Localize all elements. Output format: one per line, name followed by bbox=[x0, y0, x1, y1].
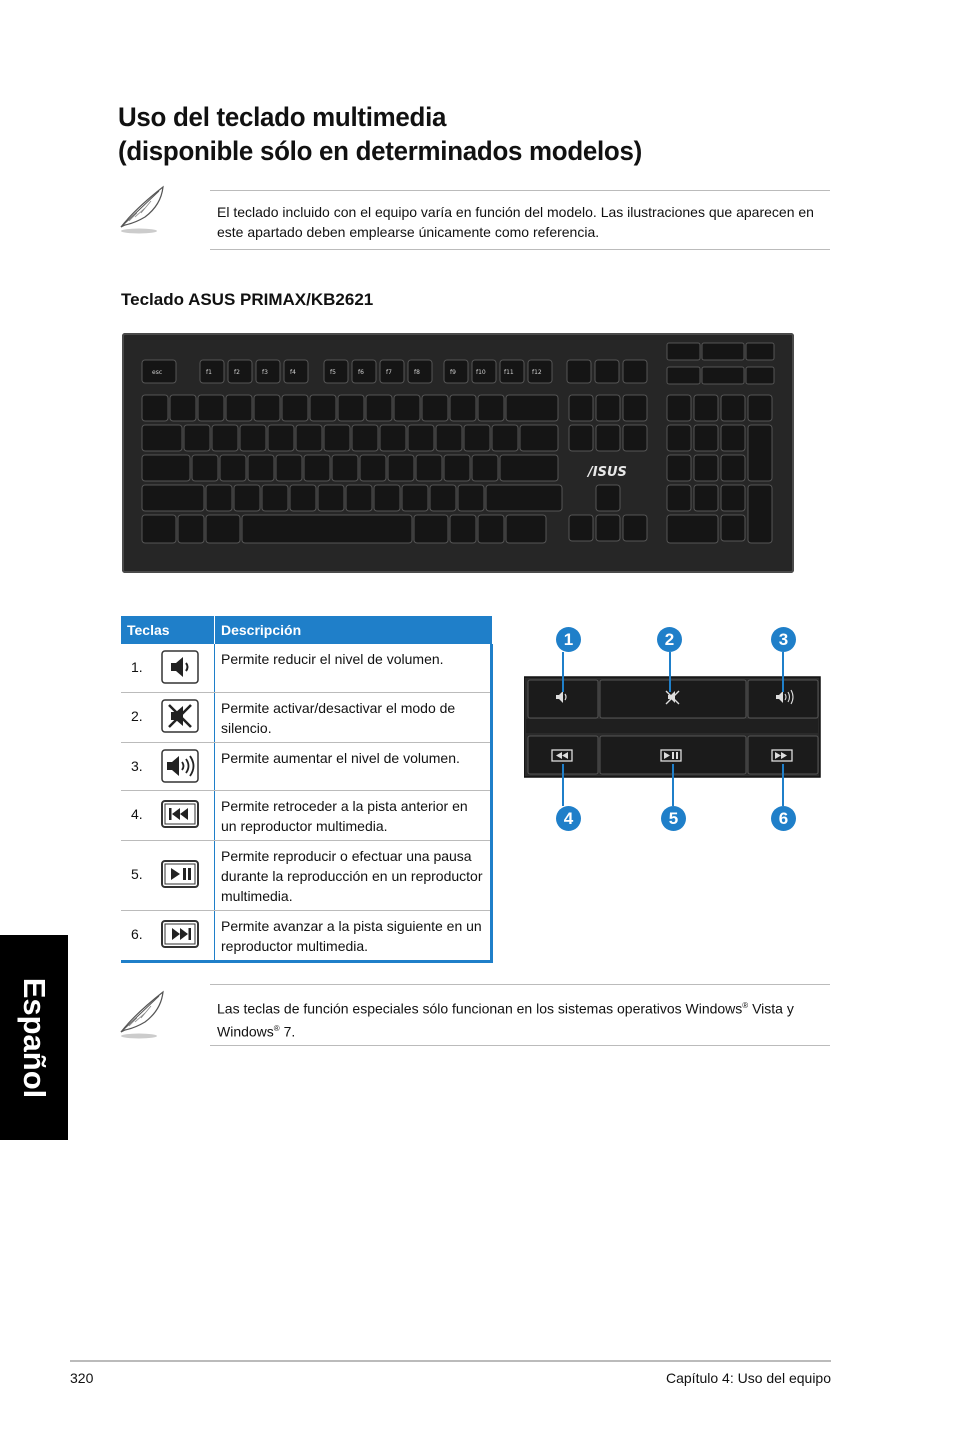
note-feather-icon bbox=[115, 988, 171, 1040]
keyboard-key bbox=[394, 395, 420, 421]
keyboard-key bbox=[422, 395, 448, 421]
keyboard-key bbox=[436, 425, 462, 451]
keyboard-key bbox=[667, 425, 691, 451]
keyboard-key bbox=[248, 455, 274, 481]
table-row: 5. Permite reproducir o efectuar una pausa durante la reproducción en un reproductor multimedia. bbox=[121, 840, 492, 910]
volume-up-icon bbox=[161, 749, 199, 783]
fkey-label: f6 bbox=[358, 369, 364, 376]
keyboard-key bbox=[450, 515, 476, 543]
keyboard-key bbox=[748, 485, 772, 543]
page-title: Uso del teclado multimedia (disponible sólo en determinados modelos) bbox=[118, 102, 642, 166]
keyboard-key bbox=[276, 455, 302, 481]
keyboard-key bbox=[352, 425, 378, 451]
row-description: Permite reproducir o efectuar una pausa durante la reproducción en un reproductor multimedia. bbox=[215, 840, 492, 910]
keyboard-key bbox=[184, 425, 210, 451]
fkey-label: f9 bbox=[450, 369, 456, 376]
keyboard-key bbox=[234, 485, 260, 511]
page-number: 320 bbox=[70, 1370, 94, 1386]
keyboard-key bbox=[346, 485, 372, 511]
table-row: 1. Permite reducir el nivel de volumen. bbox=[121, 644, 492, 692]
keyboard-key bbox=[380, 425, 406, 451]
row-description: Permite reducir el nivel de volumen. bbox=[215, 644, 492, 692]
media-keys-drawing bbox=[524, 624, 822, 834]
fkey-label: esc bbox=[152, 369, 163, 376]
play-pause-icon bbox=[161, 857, 199, 891]
callout-2: 2 bbox=[657, 627, 682, 652]
keyboard-key bbox=[220, 455, 246, 481]
keyboard-key bbox=[290, 485, 316, 511]
keyboard-key bbox=[242, 515, 412, 543]
keyboard-key bbox=[338, 395, 364, 421]
row-description: Permite retroceder a la pista anterior en un reproductor multimedia. bbox=[215, 790, 492, 840]
keyboard-key bbox=[694, 425, 718, 451]
previous-track-icon bbox=[161, 797, 199, 831]
keyboard-key bbox=[458, 485, 484, 511]
table-row: 6. Permite avanzar a la pista siguiente en un reproductor multimedia. bbox=[121, 910, 492, 961]
keyboard-key bbox=[170, 395, 196, 421]
keyboard-key bbox=[366, 395, 392, 421]
table-header bbox=[121, 616, 492, 644]
keyboard-key bbox=[388, 455, 414, 481]
keyboard-key bbox=[206, 485, 232, 511]
keyboard-key bbox=[569, 515, 593, 541]
callout-3: 3 bbox=[771, 627, 796, 652]
keyboard-key bbox=[569, 395, 593, 421]
mute-icon bbox=[161, 699, 199, 733]
key-table bbox=[121, 616, 493, 963]
keyboard-key bbox=[596, 395, 620, 421]
note-text: El teclado incluido con el equipo varía en función del modelo. Las ilustraciones que aparecen en este apartado deben emplearse únicamente como referencia. bbox=[217, 204, 814, 240]
keyboard-key bbox=[667, 485, 691, 511]
keyboard-key bbox=[721, 485, 745, 511]
keyboard-key bbox=[262, 485, 288, 511]
volume-down-icon bbox=[161, 650, 199, 684]
keyboard-key bbox=[478, 395, 504, 421]
keyboard-key bbox=[142, 425, 182, 451]
keyboard-key bbox=[414, 515, 448, 543]
row-description: Permite aumentar el nivel de volumen. bbox=[215, 742, 492, 790]
keyboard-key bbox=[450, 395, 476, 421]
keyboard-key bbox=[506, 515, 546, 543]
fkey-label: f3 bbox=[262, 369, 268, 376]
keyboard-key bbox=[748, 395, 772, 421]
keyboard-key bbox=[226, 395, 252, 421]
keyboard-key bbox=[506, 395, 558, 421]
keyboard-key bbox=[694, 395, 718, 421]
keyboard-key bbox=[310, 395, 336, 421]
fkey-label: f4 bbox=[290, 369, 296, 376]
keyboard-key bbox=[520, 425, 558, 451]
keyboard-key bbox=[500, 455, 558, 481]
keyboard-key bbox=[374, 485, 400, 511]
keyboard-key bbox=[142, 515, 176, 543]
keyboard-key bbox=[282, 395, 308, 421]
keyboard-illustration bbox=[122, 333, 794, 573]
keyboard-key bbox=[430, 485, 456, 511]
keyboard-key bbox=[596, 425, 620, 451]
media-keys-callout bbox=[524, 624, 822, 834]
keyboard-key bbox=[142, 455, 190, 481]
keyboard-key bbox=[332, 455, 358, 481]
note-feather-icon bbox=[115, 183, 171, 235]
fkey-label: f7 bbox=[386, 369, 392, 376]
keyboard-key bbox=[198, 395, 224, 421]
keyboard-key bbox=[296, 425, 322, 451]
keyboard-key bbox=[748, 425, 772, 481]
keyboard-key bbox=[623, 395, 647, 421]
row-description: Permite avanzar a la pista siguiente en un reproductor multimedia. bbox=[215, 910, 492, 961]
fkey-label: f1 bbox=[206, 369, 212, 376]
keyboard-key bbox=[569, 425, 593, 451]
keyboard-key bbox=[318, 485, 344, 511]
callout-1: 1 bbox=[556, 627, 581, 652]
language-tab bbox=[0, 935, 68, 1140]
keyboard-drawing bbox=[122, 333, 794, 573]
footer-divider bbox=[70, 1360, 831, 1362]
table-row: 4. Permite retroceder a la pista anterior en un reproductor multimedia. bbox=[121, 790, 492, 840]
keyboard-key bbox=[212, 425, 238, 451]
keyboard-key bbox=[721, 395, 745, 421]
keyboard-key bbox=[192, 455, 218, 481]
keyboard-key bbox=[360, 455, 386, 481]
keyboard-key bbox=[142, 395, 168, 421]
fkey-label: f5 bbox=[330, 369, 336, 376]
keyboard-key bbox=[444, 455, 470, 481]
note-text: Las teclas de función especiales sólo funcionan en los sistemas operativos Windows® Vista y Windows® 7. bbox=[217, 1000, 794, 1040]
keyboard-key bbox=[402, 485, 428, 511]
keyboard-key bbox=[478, 515, 504, 543]
keyboard-key bbox=[178, 515, 204, 543]
header-description: Descripción bbox=[215, 616, 492, 644]
keyboard-key bbox=[304, 455, 330, 481]
table-row: 2. Permite activar/desactivar el modo de silencio. bbox=[121, 692, 492, 742]
keyboard-key bbox=[416, 455, 442, 481]
note-box bbox=[210, 984, 830, 1046]
keyboard-key bbox=[408, 425, 434, 451]
keyboard-key bbox=[142, 485, 204, 511]
keyboard-key bbox=[667, 455, 691, 481]
keyboard-key bbox=[596, 485, 620, 511]
keyboard-key bbox=[464, 425, 490, 451]
language-label: Español bbox=[17, 977, 52, 1098]
asus-logo: /ISUS bbox=[588, 465, 627, 480]
keyboard-key bbox=[694, 455, 718, 481]
keyboard-key bbox=[721, 515, 745, 541]
keyboard-key bbox=[268, 425, 294, 451]
fkey-label: f10 bbox=[476, 369, 486, 376]
keyboard-key bbox=[472, 455, 498, 481]
keyboard-key bbox=[667, 515, 718, 543]
fkey-label: f12 bbox=[532, 369, 542, 376]
next-track-icon bbox=[161, 917, 199, 951]
keyboard-key bbox=[623, 515, 647, 541]
keyboard-key bbox=[492, 425, 518, 451]
keyboard-key bbox=[254, 395, 280, 421]
keyboard-key bbox=[240, 425, 266, 451]
keyboard-key bbox=[667, 395, 691, 421]
table-row: 3. Permite aumentar el nivel de volumen. bbox=[121, 742, 492, 790]
chapter-label: Capítulo 4: Uso del equipo bbox=[666, 1370, 831, 1386]
callout-5: 5 bbox=[661, 806, 686, 831]
keyboard-key bbox=[596, 515, 620, 541]
fkey-label: f11 bbox=[504, 369, 514, 376]
callout-4: 4 bbox=[556, 806, 581, 831]
fkey-label: f2 bbox=[234, 369, 240, 376]
keyboard-key bbox=[486, 485, 562, 511]
callout-6: 6 bbox=[771, 806, 796, 831]
keyboard-key bbox=[206, 515, 240, 543]
keyboard-key bbox=[721, 455, 745, 481]
keyboard-title: Teclado ASUS PRIMAX/KB2621 bbox=[121, 290, 374, 309]
fkey-label: f8 bbox=[414, 369, 420, 376]
keyboard-key bbox=[324, 425, 350, 451]
note-box bbox=[210, 190, 830, 250]
row-description: Permite activar/desactivar el modo de silencio. bbox=[215, 692, 492, 742]
keyboard-key bbox=[623, 425, 647, 451]
keyboard-key bbox=[694, 485, 718, 511]
keyboard-key bbox=[721, 425, 745, 451]
header-keys: Teclas bbox=[121, 616, 215, 644]
